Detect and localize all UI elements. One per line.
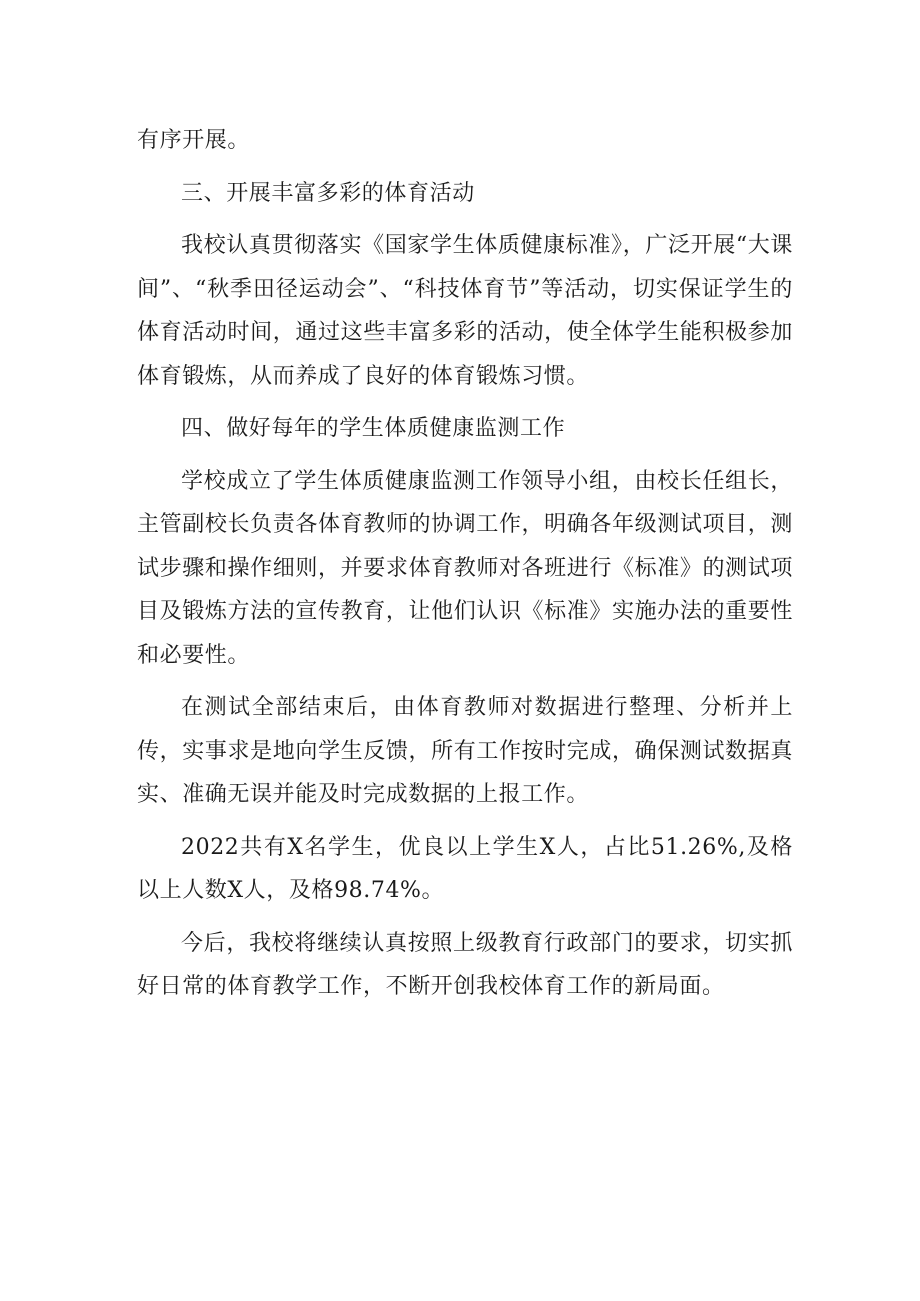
paragraph-conclusion: 今后，我校将继续认真按照上级教育行政部门的要求，切实抓好日常的体育教学工作，不断开创我校体育工作的新局面。 — [137, 930, 793, 999]
document-body — [137, 119, 793, 1009]
section-heading-four: 四、做好每年的学生体质健康监测工作 — [181, 416, 566, 441]
section-heading-three: 三、开展丰富多彩的体育活动 — [181, 180, 475, 206]
paragraph-monitoring-team: 学校成立了学生体质健康监测工作领导小组，由校长任组长，主管副校长负责各体育教师的协调工作，明确各年级测试项目，测试步骤和操作细则，并要求体育教师对各班进行《标准》的测试项目及锻炼方法的宣传教育，让他们认识《标准》实施办法的重要性和必要性。 — [137, 468, 793, 668]
paragraph-continuation: 有序开展。 — [137, 128, 251, 153]
paragraph-data-processing: 在测试全部结束后，由体育教师对数据进行整理、分析并上传，实事求是地向学生反馈，所有工作按时完成，确保测试数据真实、准确无误并能及时完成数据的上报工作。 — [137, 695, 793, 807]
paragraph-sports-activities: 我校认真贯彻落实《国家学生体质健康标准》，广泛开展“大课间”、“秋季田径运动会”、“科技体育节”等活动，切实保证学生的体育活动时间，通过这些丰富多彩的活动，使全体学生能积极参加体育锻炼，从而养成了良好的体育锻炼习惯。 — [137, 233, 793, 389]
paragraph-statistics: 2022共有X名学生，优良以上学生X人，占比51.26%,及格以上人数X人，及格98.74%。 — [137, 834, 793, 903]
